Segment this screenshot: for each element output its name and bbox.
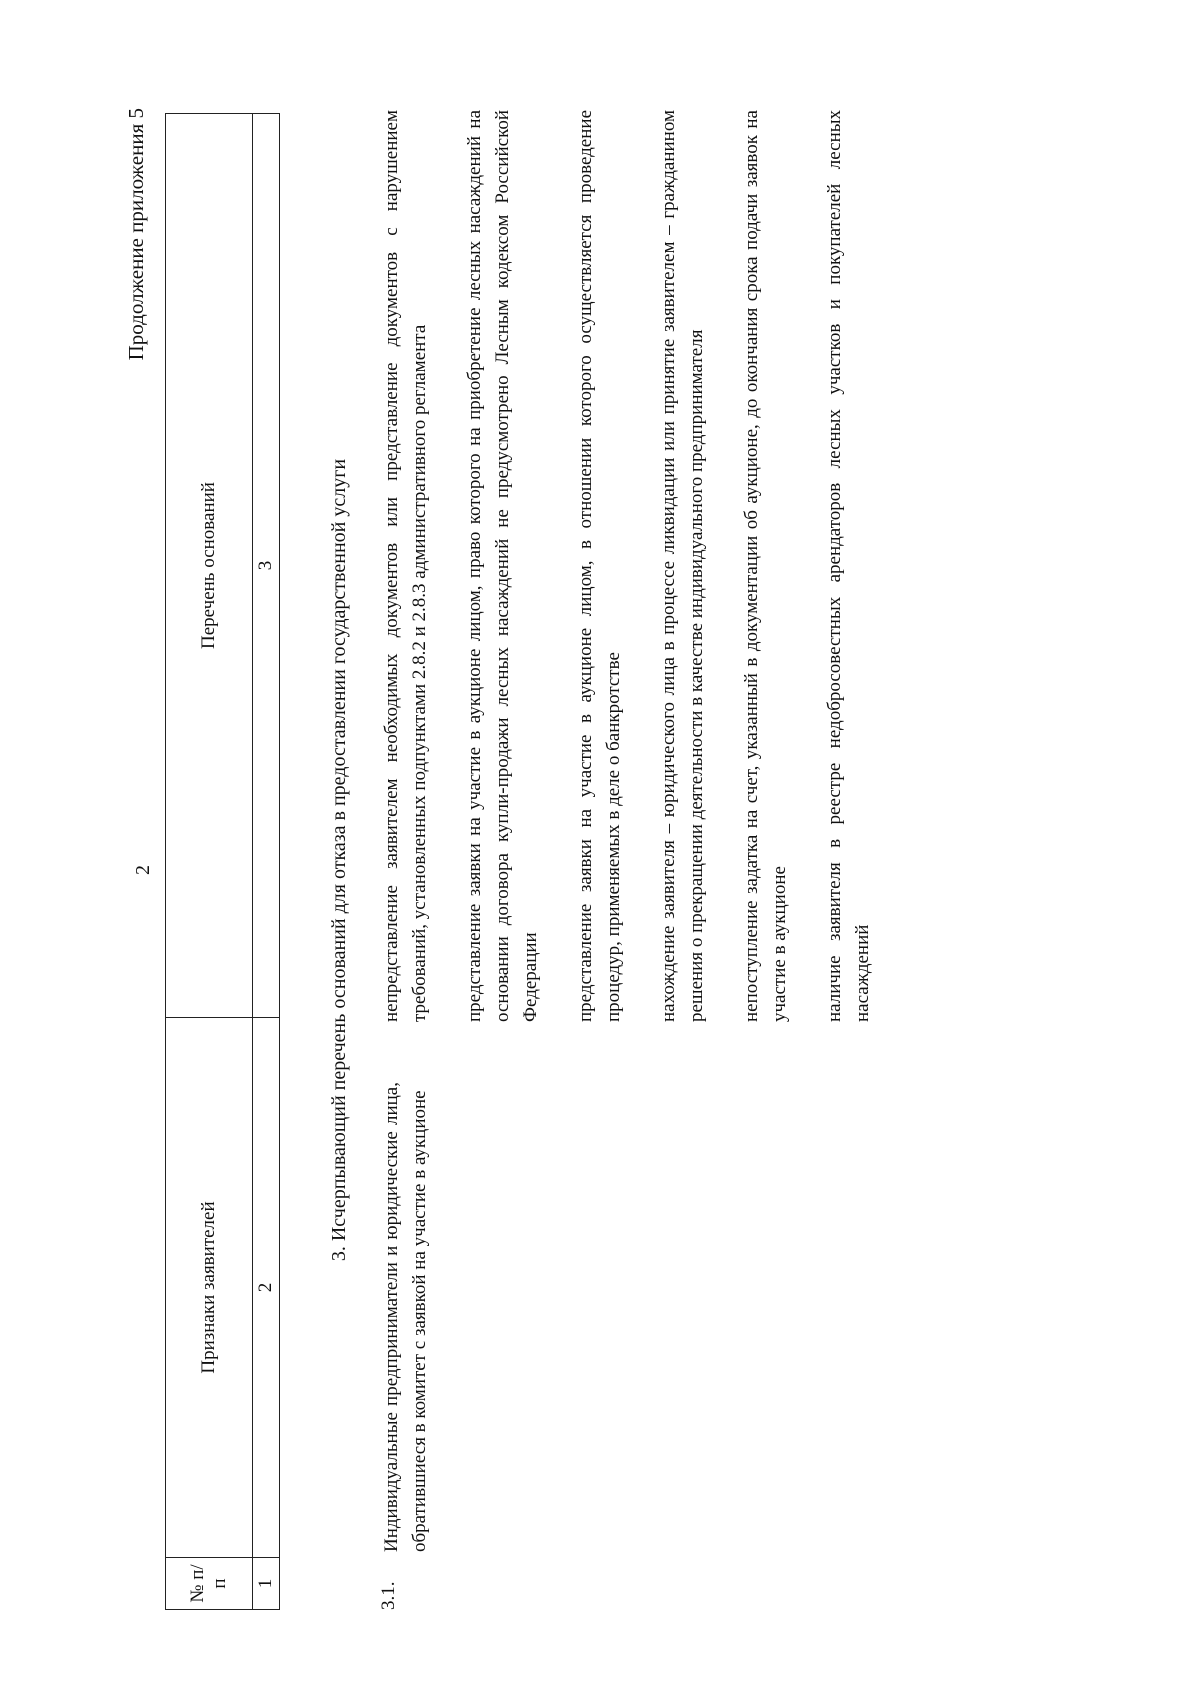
column-number-1: 1 — [253, 1558, 280, 1610]
header-number: № п/п — [166, 1558, 253, 1610]
row-number: 3.1. — [378, 1581, 399, 1610]
grounds-table — [165, 113, 280, 1610]
ground-item: нахождение заявителя – юридического лица в процессе ликвидации или принятие заявителем – гражданином решения о прекращении деятельности в качестве индивидуального предпринимателя — [658, 110, 707, 1022]
section-title: 3. Исчерпывающий перечень оснований для отказа в предоставлении государственной услуги — [328, 458, 350, 1262]
column-number-row — [253, 114, 280, 1610]
column-number-3: 3 — [253, 114, 280, 1018]
ground-item: представление заявки на участие в аукционе лицом, в отношении которого осуществляется проведение процедур, применяемых в деле о банкротстве — [575, 110, 624, 1022]
header-criteria: Признаки заявителей — [166, 1018, 253, 1558]
rotated-content — [120, 100, 1020, 1610]
ground-item: непоступление задатка на счет, указанный в документации об аукционе, до окончания срока подачи заявок на участие в аукционе — [741, 110, 790, 1022]
ground-item: непредставление заявителем необходимых документов или представление документов с нарушением требований, установленных подпунктами 2.8.2 и 2.8.3 административного регламента — [381, 110, 430, 1022]
header-grounds: Перечень оснований — [166, 114, 253, 1018]
table-header-row — [166, 114, 253, 1610]
continuation-header: Продолжение приложения 5 — [124, 108, 148, 361]
ground-item: наличие заявителя в реестре недобросовестных арендаторов лесных участков и покупателей лесных насаждений — [824, 110, 873, 1022]
column-number-2: 2 — [253, 1018, 280, 1558]
grounds-list — [378, 110, 904, 1022]
ground-item: представление заявки на участие в аукционе лицом, право которого на приобретение лесных насаждений на основании договора купли-продажи лесных насаждений не предусмотрено Лесным кодексом Российской Федерации — [464, 110, 541, 1022]
page-number: 2 — [132, 865, 154, 875]
applicant-criteria: Индивидуальные предприниматели и юридические лица, обратившиеся в комитет с заявкой на участие в аукционе — [381, 1082, 430, 1552]
